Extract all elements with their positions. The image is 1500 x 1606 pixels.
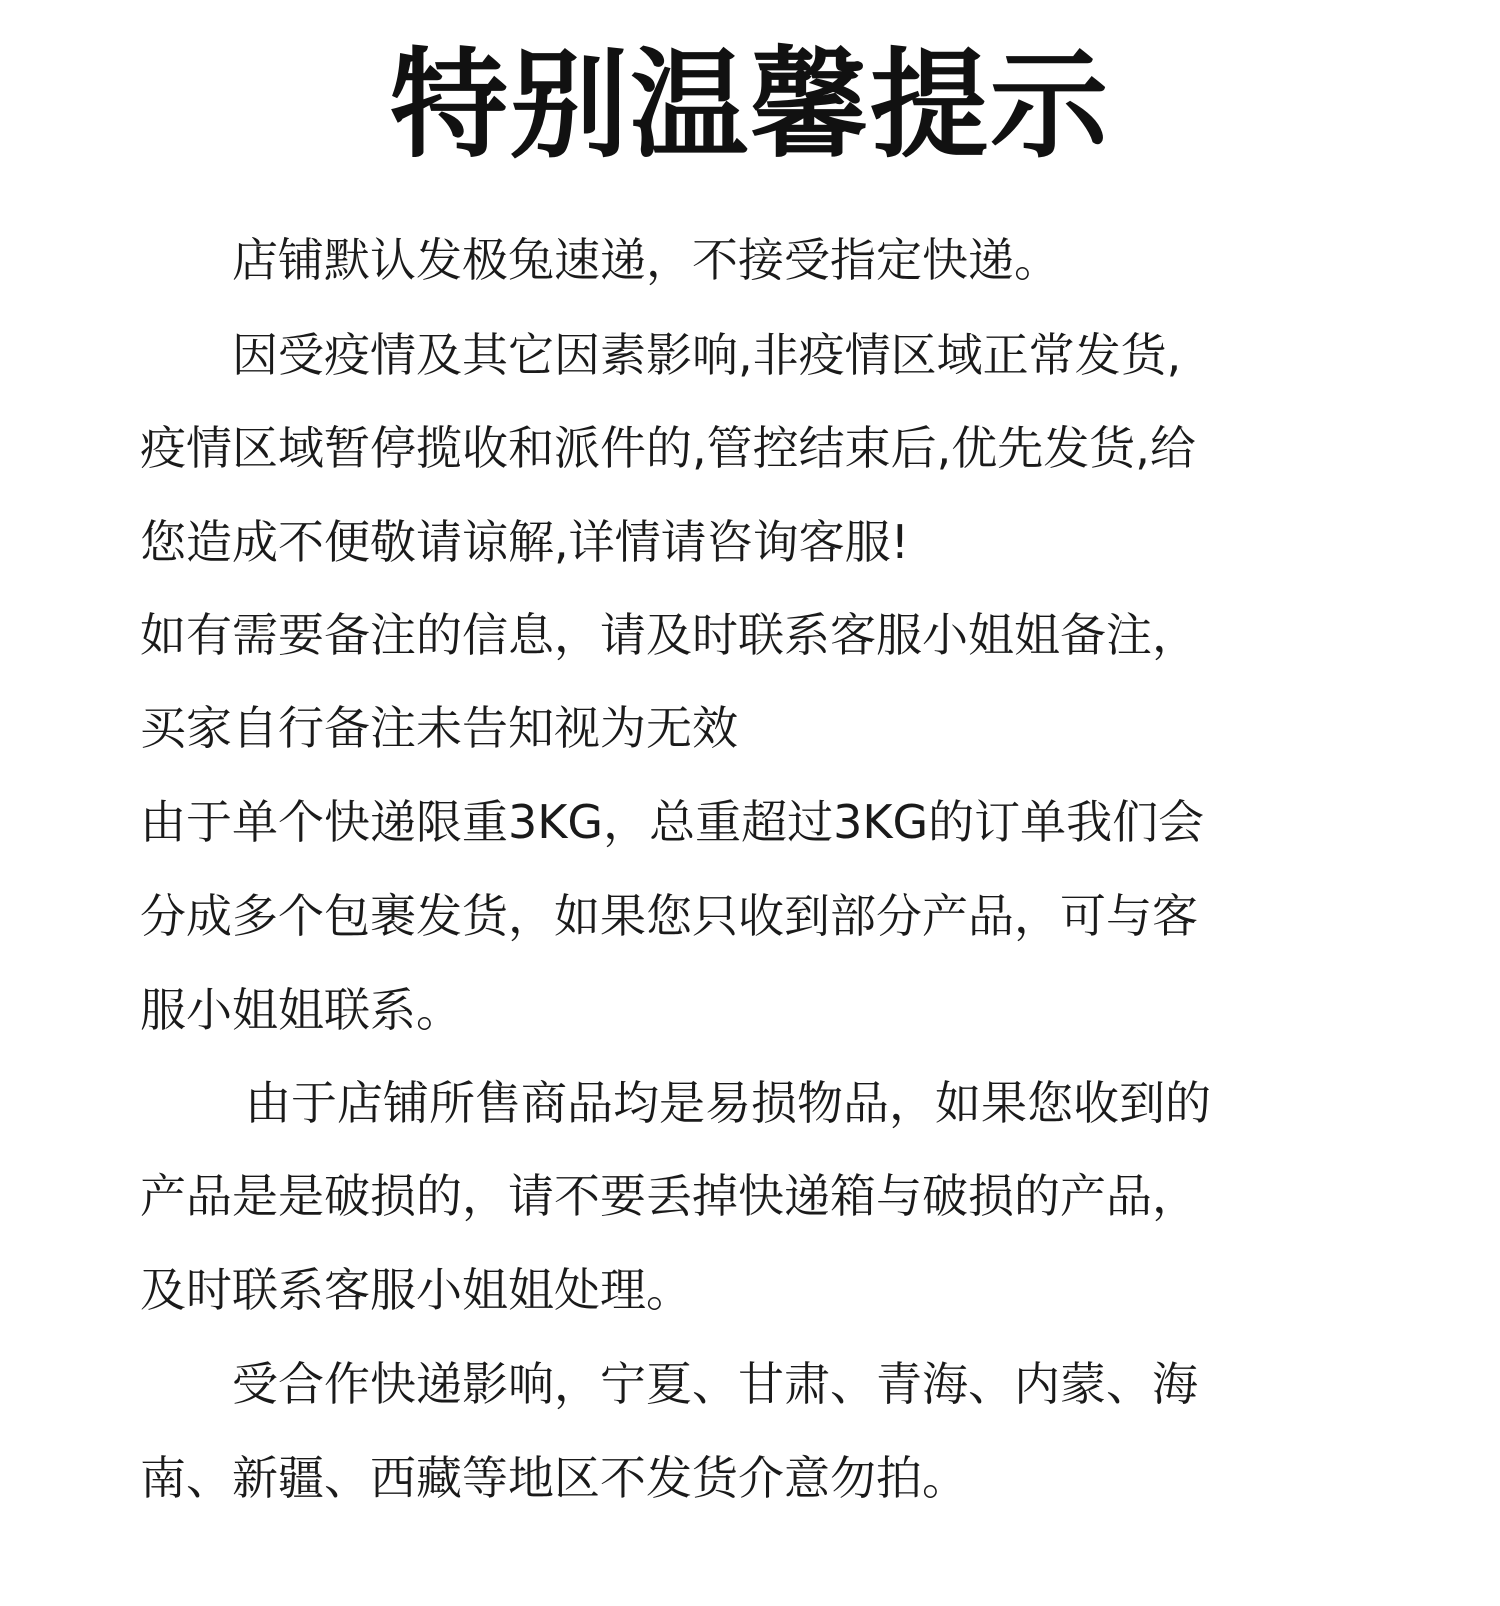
notice-line-weight-2: 分成多个包裹发货，如果您只收到部分产品，可与客 xyxy=(140,889,1198,943)
notice-line-damage-3: 及时联系客服小姐姐处理。 xyxy=(140,1263,692,1317)
page-title: 特别温馨提示 xyxy=(389,36,1110,174)
notice-line-region-1: 受合作快递影响，宁夏、甘肃、青海、内蒙、海 xyxy=(232,1357,1198,1411)
notice-line-epidemic-3: 您造成不便敬请谅解,详情请咨询客服! xyxy=(140,515,910,569)
notice-line-epidemic-2: 疫情区域暂停揽收和派件的,管控结束后,优先发货,给 xyxy=(140,421,1196,475)
notice-line-epidemic-1: 因受疫情及其它因素影响,非疫情区域正常发货, xyxy=(232,328,1182,382)
notice-line-express: 店铺默认发极兔速递，不接受指定快递。 xyxy=(232,233,1060,287)
notice-line-damage-1: 由于店铺所售商品均是易损物品，如果您收到的 xyxy=(245,1076,1211,1130)
notice-line-damage-2: 产品是是破损的，请不要丢掉快递箱与破损的产品， xyxy=(140,1169,1198,1223)
notice-line-weight-1: 由于单个快递限重3KG，总重超过3KG的订单我们会 xyxy=(140,795,1205,849)
notice-line-region-2: 南、新疆、西藏等地区不发货介意勿拍。 xyxy=(140,1451,968,1505)
notice-line-remark-1: 如有需要备注的信息，请及时联系客服小姐姐备注， xyxy=(140,608,1198,662)
notice-line-weight-3: 服小姐姐联系。 xyxy=(140,983,462,1037)
notice-line-remark-2: 买家自行备注未告知视为无效 xyxy=(140,701,738,755)
